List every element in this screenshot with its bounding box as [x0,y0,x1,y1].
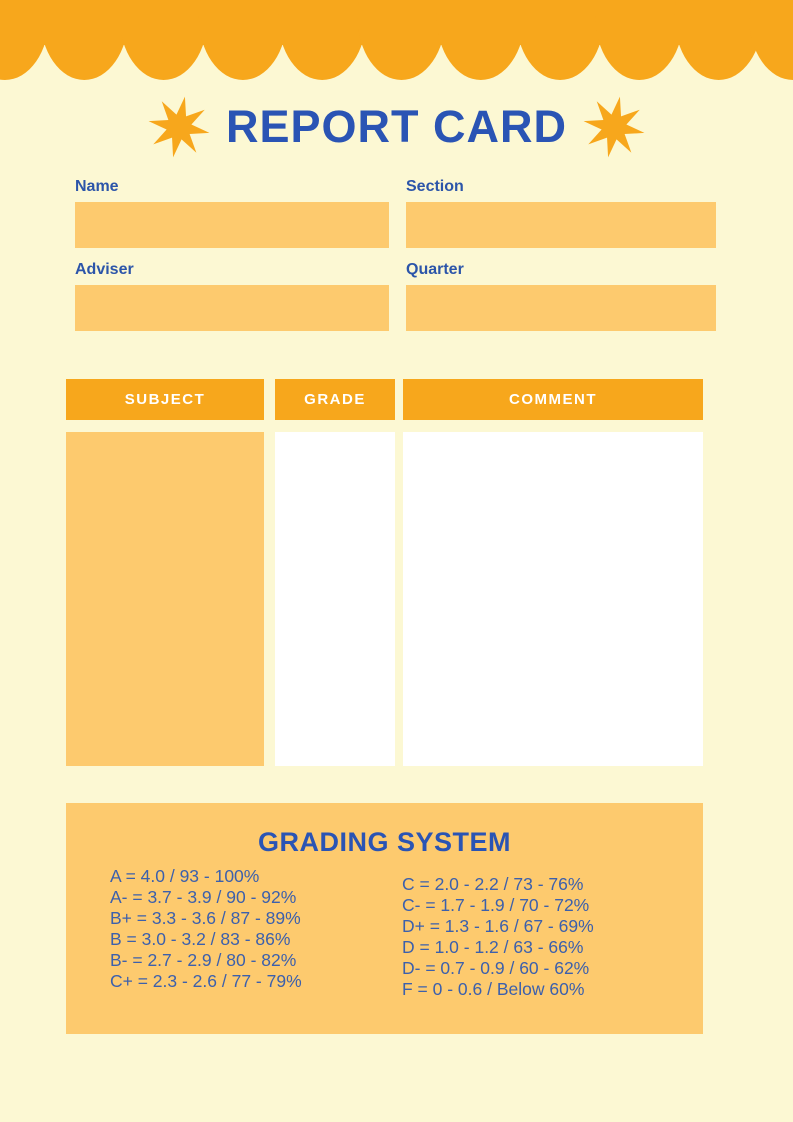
adviser-label: Adviser [75,261,134,278]
name-field-group [75,178,389,248]
quarter-input[interactable] [406,285,716,331]
grading-scale-item: B- = 2.7 - 2.9 / 80 - 82% [110,950,297,970]
subject-column-header: SUBJECT [66,379,264,420]
student-info-form [75,178,716,331]
section-label: Section [406,178,464,195]
starburst-icon [148,96,210,158]
comment-column-body[interactable] [403,432,703,766]
grading-system-title: GRADING SYSTEM [257,827,512,857]
adviser-field-group [75,261,389,331]
grading-system-panel [66,803,703,1034]
title-row [0,96,793,158]
grading-scale-item: F = 0 - 0.6 / Below 60% [402,979,585,999]
name-label: Name [75,178,119,195]
quarter-field-group [406,261,716,331]
page-title: REPORT CARD [225,101,567,152]
quarter-label: Quarter [406,261,464,278]
comment-column-header: COMMENT [403,379,703,420]
section-field-group [406,178,716,248]
subject-column-body[interactable] [66,432,264,766]
grading-scale-item: D = 1.0 - 1.2 / 63 - 66% [402,937,584,957]
grading-scale-item: C+ = 2.3 - 2.6 / 77 - 79% [110,971,302,991]
grading-scale-left-column [110,866,302,992]
grading-scale-item: C = 2.0 - 2.2 / 73 - 76% [402,874,584,894]
grade-column-header: GRADE [275,379,395,420]
adviser-input[interactable] [75,285,389,331]
grading-scale-item: B+ = 3.3 - 3.6 / 87 - 89% [110,908,301,928]
grading-scale-item: D+ = 1.3 - 1.6 / 67 - 69% [402,916,594,936]
grading-scale-item: B = 3.0 - 3.2 / 83 - 86% [110,929,291,949]
grading-scale-item: C- = 1.7 - 1.9 / 70 - 72% [402,895,590,915]
grading-scale-right-column [402,874,594,1000]
scallop-border [0,0,793,85]
grading-scale-item: D- = 0.7 - 0.9 / 60 - 62% [402,958,590,978]
name-input[interactable] [75,202,389,248]
starburst-icon [583,96,645,158]
grade-column-body[interactable] [275,432,395,766]
grading-scale-item: A = 4.0 / 93 - 100% [110,866,260,886]
grading-scale-item: A- = 3.7 - 3.9 / 90 - 92% [110,887,297,907]
section-input[interactable] [406,202,716,248]
